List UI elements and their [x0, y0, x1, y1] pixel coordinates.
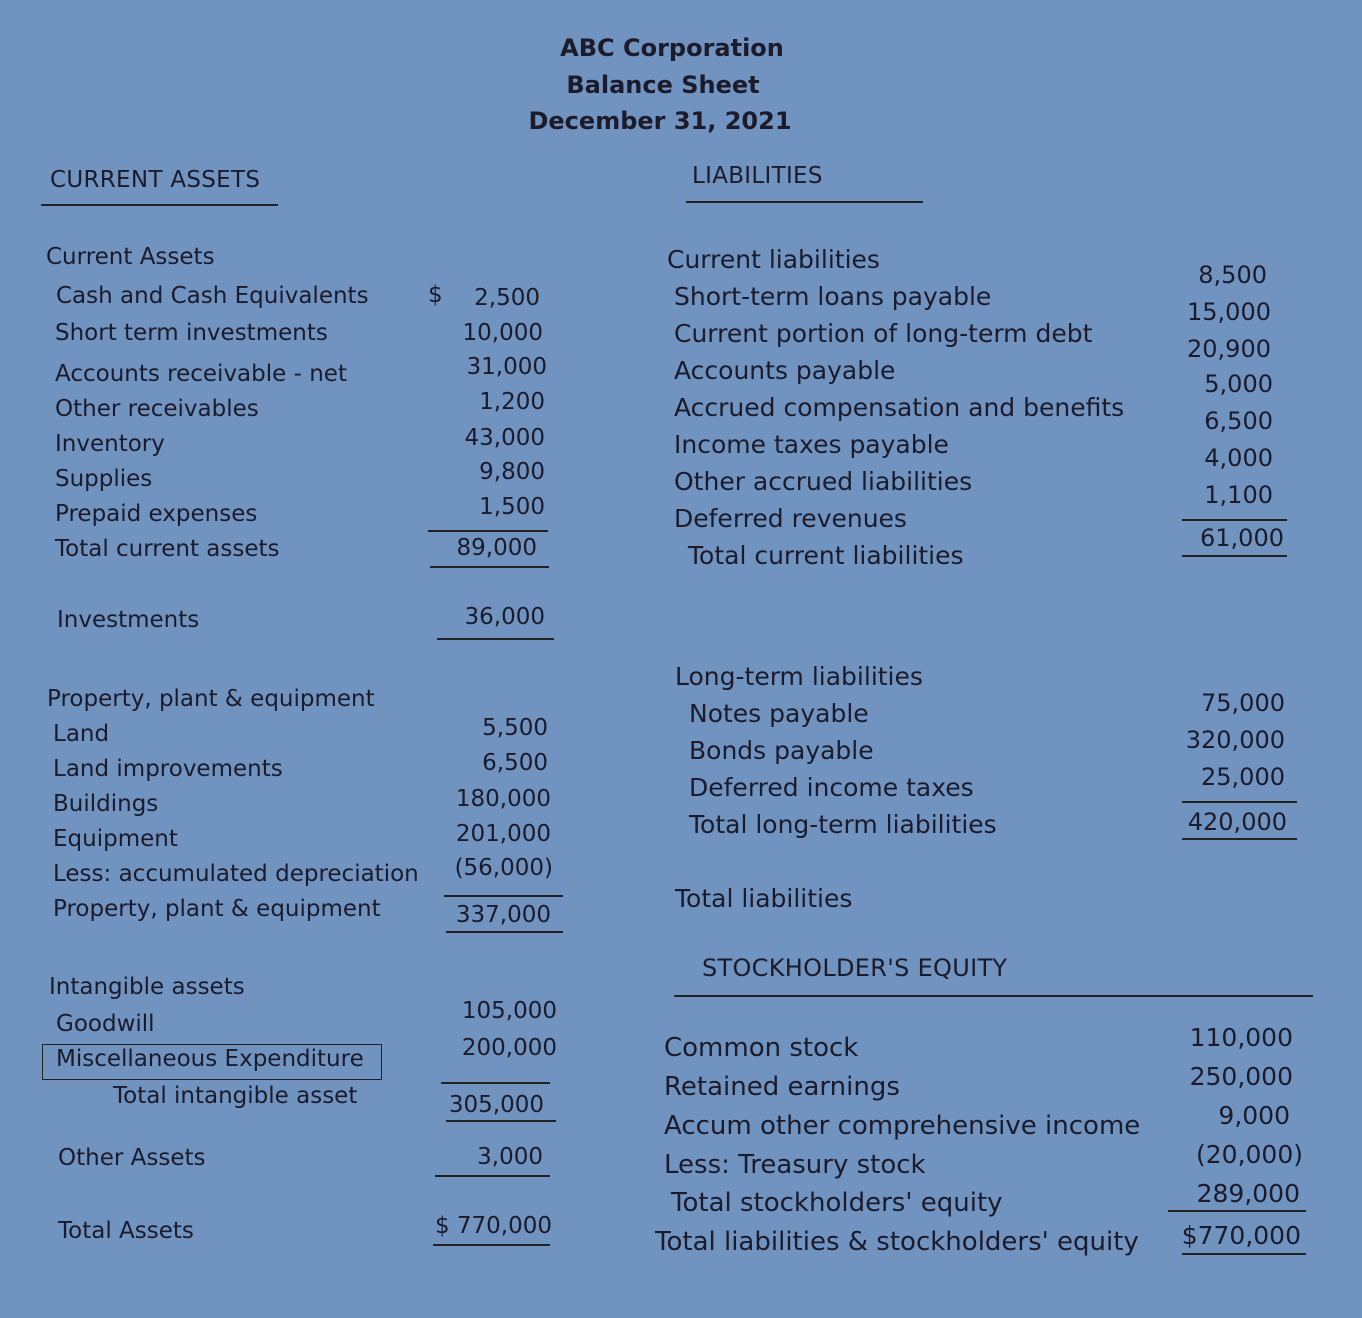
long-term-label: Notes payable — [689, 699, 869, 728]
intangible-total-label: Total intangible asset — [113, 1083, 358, 1109]
ppe-label: Land improvements — [53, 756, 283, 782]
intangible-total-value: 305,000 — [448, 1092, 544, 1118]
intangible-value: 105,000 — [461, 998, 557, 1024]
total-line — [435, 1175, 550, 1177]
ppe-label: Equipment — [53, 826, 178, 852]
investments-value: 36,000 — [464, 604, 545, 630]
grand-total-label: Total liabilities & stockholders' equity — [655, 1227, 1139, 1257]
equity-value: 110,000 — [1189, 1023, 1293, 1052]
total-line — [446, 931, 563, 933]
ppe-value: (56,000) — [454, 855, 553, 881]
total-current-assets-value: 89,000 — [456, 535, 537, 561]
subtotal-line — [428, 530, 548, 532]
long-term-label: Bonds payable — [689, 736, 874, 765]
equity-value: 9,000 — [1218, 1101, 1290, 1130]
heading-underline — [686, 201, 923, 203]
liability-value: 5,000 — [1204, 370, 1273, 398]
total-assets-value: $ 770,000 — [434, 1213, 552, 1239]
equity-label: Common stock — [664, 1033, 859, 1063]
equity-label: Accum other comprehensive income — [664, 1111, 1141, 1141]
liability-value: 6,500 — [1204, 407, 1273, 435]
ppe-label: Less: accumulated depreciation — [53, 861, 419, 887]
liability-label: Short-term loans payable — [674, 282, 992, 311]
total-equity-label: Total stockholders' equity — [671, 1188, 1003, 1218]
asset-value: 43,000 — [464, 425, 545, 451]
total-long-term-value: 420,000 — [1187, 808, 1287, 836]
total-assets-label: Total Assets — [58, 1218, 194, 1244]
subtotal-line — [1168, 1210, 1306, 1212]
liability-value: 20,900 — [1187, 335, 1271, 363]
ppe-label: Buildings — [53, 791, 159, 817]
investments-label: Investments — [57, 607, 200, 633]
long-term-liabilities-title: Long-term liabilities — [675, 662, 923, 691]
liability-value: 8,500 — [1198, 261, 1267, 289]
total-line — [1182, 1253, 1306, 1255]
total-line — [430, 566, 549, 568]
liability-value: 15,000 — [1187, 298, 1271, 326]
other-assets-value: 3,000 — [477, 1144, 543, 1170]
equity-heading: STOCKHOLDER'S EQUITY — [702, 954, 1008, 982]
ppe-value: 180,000 — [455, 786, 551, 812]
liabilities-heading: LIABILITIES — [692, 163, 823, 189]
liability-label: Current portion of long-term debt — [674, 319, 1093, 348]
liability-value: 1,100 — [1204, 481, 1273, 509]
total-line — [437, 638, 554, 640]
ppe-value: 201,000 — [455, 821, 551, 847]
heading-underline — [41, 204, 278, 206]
dollar-sign: $ — [428, 282, 443, 308]
asset-label: Inventory — [55, 431, 165, 457]
total-line — [1182, 555, 1287, 557]
liability-label: Other accrued liabilities — [674, 467, 973, 496]
asset-value: 31,000 — [466, 354, 547, 380]
other-assets-label: Other Assets — [58, 1145, 206, 1171]
subtotal-line — [441, 1082, 550, 1084]
ppe-total-value: 337,000 — [455, 902, 551, 928]
total-liabilities-label: Total liabilities — [675, 884, 853, 913]
total-current-liabilities-label: Total current liabilities — [688, 541, 964, 570]
ppe-title: Property, plant & equipment — [47, 686, 375, 712]
total-line — [433, 1244, 550, 1246]
intangible-label: Miscellaneous Expenditure — [56, 1046, 364, 1072]
asset-label: Short term investments — [55, 320, 328, 346]
asset-value: 9,800 — [479, 459, 545, 485]
asset-label: Supplies — [55, 466, 153, 492]
liability-label: Accrued compensation and benefits — [674, 393, 1125, 422]
liability-value: 4,000 — [1204, 444, 1273, 472]
long-term-value: 75,000 — [1201, 689, 1285, 717]
subtotal-line — [444, 895, 563, 897]
total-current-assets-label: Total current assets — [55, 536, 280, 562]
ppe-value: 6,500 — [482, 750, 548, 776]
long-term-value: 320,000 — [1185, 726, 1285, 754]
long-term-label: Deferred income taxes — [689, 773, 974, 802]
ppe-label: Land — [53, 721, 110, 747]
asset-value: 2,500 — [474, 285, 540, 311]
ppe-total-label: Property, plant & equipment — [53, 896, 381, 922]
intangible-label: Goodwill — [56, 1011, 155, 1037]
total-line — [446, 1120, 556, 1122]
equity-label: Less: Treasury stock — [664, 1150, 926, 1180]
current-liabilities-title: Current liabilities — [667, 245, 880, 274]
equity-value: (20,000) — [1196, 1140, 1303, 1169]
total-line — [1182, 838, 1297, 840]
long-term-value: 25,000 — [1201, 763, 1285, 791]
total-equity-value: 289,000 — [1196, 1179, 1300, 1208]
liability-label: Deferred revenues — [674, 504, 907, 533]
company-name: ABC Corporation — [560, 34, 784, 62]
statement-title: Balance Sheet — [566, 71, 760, 99]
intangible-value: 200,000 — [461, 1035, 557, 1061]
total-current-liabilities-value: 61,000 — [1200, 524, 1284, 552]
current-assets-heading: CURRENT ASSETS — [50, 167, 261, 193]
liability-label: Accounts payable — [674, 356, 896, 385]
total-long-term-label: Total long-term liabilities — [689, 810, 997, 839]
equity-value: 250,000 — [1189, 1062, 1293, 1091]
subtotal-line — [1182, 519, 1287, 521]
asset-label: Cash and Cash Equivalents — [56, 283, 369, 309]
asset-label: Prepaid expenses — [55, 501, 258, 527]
asset-value: 10,000 — [462, 320, 543, 346]
ppe-value: 5,500 — [482, 715, 548, 741]
asset-value: 1,200 — [479, 389, 545, 415]
intangible-title: Intangible assets — [49, 974, 245, 1000]
liability-label: Income taxes payable — [674, 430, 949, 459]
subtotal-line — [1182, 801, 1297, 803]
asset-label: Other receivables — [55, 396, 259, 422]
current-assets-title: Current Assets — [46, 244, 215, 270]
statement-date: December 31, 2021 — [528, 107, 792, 135]
heading-underline — [674, 995, 1313, 997]
equity-label: Retained earnings — [664, 1072, 900, 1102]
asset-value: 1,500 — [479, 494, 545, 520]
grand-total-value: $770,000 — [1181, 1221, 1301, 1250]
asset-label: Accounts receivable - net — [55, 361, 347, 387]
